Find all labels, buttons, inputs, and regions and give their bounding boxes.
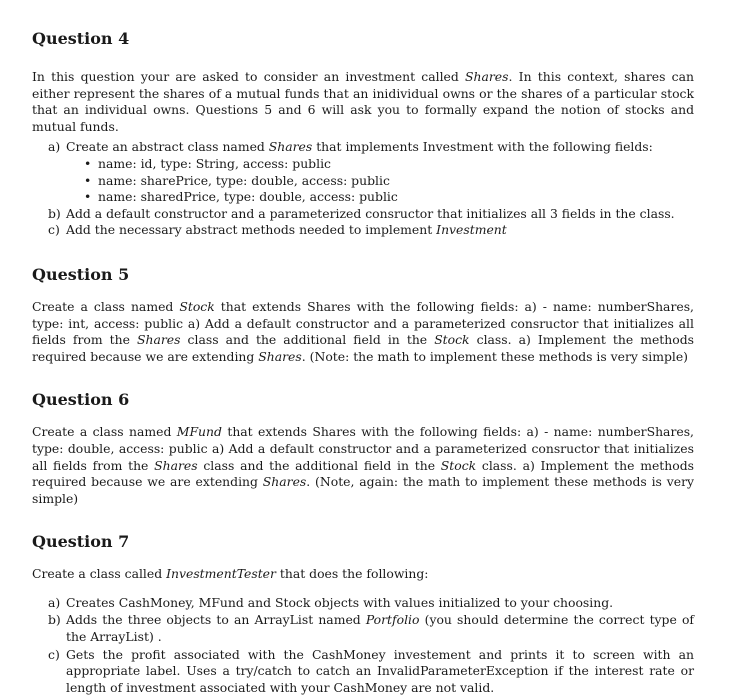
item-letter: a) xyxy=(48,139,61,155)
item-text: Gets the profit associated with the CashMoney investement and prints it to screen with an appropriate label. Uses a try/catch to catch an InvalidParameterException if the interest rate or length of investment associated with your CashMoney are not valid. xyxy=(66,646,694,695)
emphasis-text: Portfolio xyxy=(365,612,420,628)
field-item: • name: sharePrice, type: double, access: public xyxy=(84,172,390,188)
emphasis-text: Shares xyxy=(154,457,198,473)
question-7-intro: Create a class called InvestmentTester that does the following: xyxy=(32,566,429,582)
question-5-section xyxy=(32,264,694,365)
question-4-item-c xyxy=(48,222,694,239)
question-4-list xyxy=(32,139,694,239)
emphasis-text: Shares xyxy=(262,474,307,490)
question-7-list xyxy=(32,595,694,697)
item-letter: c) xyxy=(48,646,60,662)
emphasis-text: Stock xyxy=(440,457,477,473)
emphasis-text: Shares xyxy=(137,332,181,348)
field-item: • name: sharedPrice, type: double, access: public xyxy=(84,189,398,205)
emphasis-text: Shares xyxy=(465,69,509,84)
item-letter: a) xyxy=(48,594,61,610)
fields-list xyxy=(66,156,694,206)
field-item: • name: id, type: String, access: public xyxy=(84,155,331,171)
question-6-heading: Question 6 xyxy=(32,390,130,410)
question-4-section xyxy=(32,28,694,239)
question-5-heading: Question 5 xyxy=(32,264,130,284)
question-4-intro: In this question your are asked to consider an investment called Shares. In this context, shares can either represent the shares of a mutual funds that an inidividual owns or the shares of a particular stock that an individual owns. Questions 5 and 6 will ask you to formally expand the notion of stocks and mutual funds. xyxy=(32,69,694,134)
item-text: Add the necessary abstract methods needed to implement Investment xyxy=(66,222,507,238)
emphasis-text: Shares xyxy=(268,139,313,155)
emphasis-text: Shares xyxy=(258,348,302,364)
item-letter: c) xyxy=(48,222,60,238)
item-text: Add a default constructor and a parameterized consructor that initializes all 3 fields in the class. xyxy=(66,205,675,221)
emphasis-text: Stock xyxy=(434,332,470,348)
question-4-item-b xyxy=(48,206,694,223)
emphasis-text: Investment xyxy=(436,222,507,238)
item-text: Creates CashMoney, MFund and Stock objects with values initialized to your choosing. xyxy=(66,594,614,610)
item-text: Create an abstract class named Shares that implements Investment with the following fields: xyxy=(66,139,653,155)
question-5-body: Create a class named Stock that extends Shares with the following fields: a) - name: numberShares, type: int, access: public a) Add a default constructor and a parameterized consructor that initializes all fields from the Shares class and the additional field in the Stock class. a) Implement the methods required because we are extending Shares. (Note: the math to implement these methods is very simple) xyxy=(32,298,694,364)
emphasis-text: MFund xyxy=(176,424,222,440)
emphasis-text: InvestmentTester xyxy=(166,566,276,582)
question-7-section xyxy=(32,531,694,696)
document-page xyxy=(32,24,694,697)
question-7-heading: Question 7 xyxy=(32,532,130,552)
question-4-item-a xyxy=(48,139,694,205)
item-letter: b) xyxy=(48,205,61,221)
question-6-section xyxy=(32,389,694,507)
question-7-item-a xyxy=(48,595,694,612)
question-7-item-b xyxy=(48,612,694,645)
item-text: Adds the three objects to an ArrayList named Portfolio (you should determine the correct type of the ArrayList) . xyxy=(66,612,694,645)
question-7-item-c xyxy=(48,647,694,697)
question-4-heading: Question 4 xyxy=(32,29,130,48)
item-letter: b) xyxy=(48,612,61,628)
question-6-body: Create a class named MFund that extends Shares with the following fields: a) - name: numberShares, type: double, access: public a) Add a default constructor and a parameterized consructor that initializes all fields from the Shares class and the additional field in the Stock class. a) Implement the methods required because we are extending Shares. (Note, again: the math to implement these methods is very simple) xyxy=(32,424,694,506)
emphasis-text: Stock xyxy=(179,298,215,314)
